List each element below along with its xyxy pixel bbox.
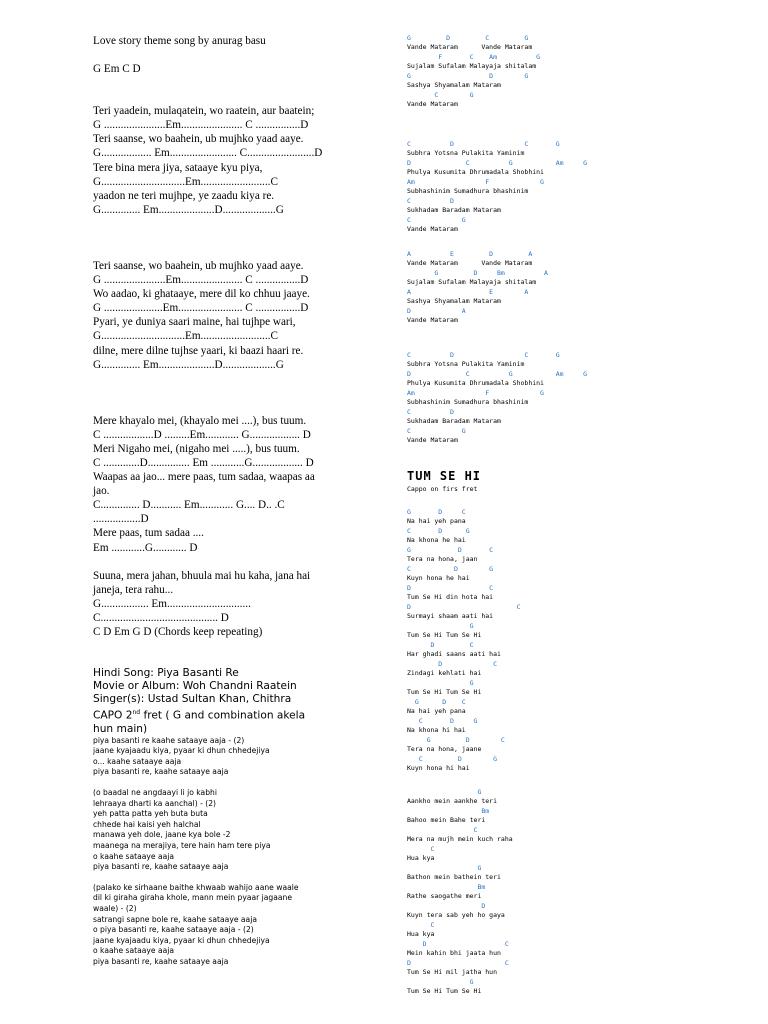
lyric-line: piya basanti re kaahe sataaye aaja - (2) bbox=[93, 735, 245, 745]
lyric-line: Tum Se Hi din hota hai bbox=[407, 593, 494, 601]
lyric-line: Sukhadam Baradam Mataram bbox=[407, 206, 501, 214]
chord-line: D A bbox=[407, 307, 466, 315]
lyric-line: piya basanti re, kaahe sataaye aaja bbox=[93, 767, 229, 777]
lyric-line: C .............D............... Em ............G.................. D bbox=[93, 456, 314, 469]
tum-se-hi-lyrics bbox=[407, 508, 757, 997]
lyric-line: chhede hai kaisi yeh halchal bbox=[93, 819, 201, 829]
lyric-line: piya basanti re, kaahe sataaye aaja bbox=[93, 956, 229, 966]
lyric-line: jaane kyajaadu kiya, pyaar ki dhun chhedejiya bbox=[93, 935, 270, 945]
lyric-line: Tum Se Hi mil jatha hun bbox=[407, 968, 498, 976]
chord-line: D C bbox=[407, 959, 509, 967]
lyric-line: Em ............G............ D bbox=[93, 541, 198, 554]
lyric-line: (palako ke sirhaane baithe khwaab wahijo aane waale bbox=[93, 882, 299, 892]
lyric-line: maanega na merajiya, tere hain ham tere piya bbox=[93, 840, 271, 850]
chord-line: C D bbox=[407, 197, 454, 205]
lyric-line: Vande Mataram bbox=[407, 436, 458, 444]
lyric-line: Vande Mataram bbox=[407, 225, 458, 233]
lyric-line: (o baadal ne angdaayi li jo kabhi bbox=[93, 788, 217, 797]
capo-note: Cappo on firs fret bbox=[407, 485, 478, 493]
lyric-line: yaadon ne teri mujhpe, ye zaadu kiya re. bbox=[93, 189, 275, 202]
lyric-line: Subhra Yotsna Pulakita Yaminim bbox=[407, 149, 525, 157]
chord-line: F C Am G bbox=[407, 53, 541, 61]
lyric-line: Vande Mataram Vande Mataram bbox=[407, 43, 533, 51]
lyric-line: Phulya Kusumita Dhrumadala Shobhini bbox=[407, 379, 544, 387]
lyric-line: yeh patta patta yeh buta buta bbox=[93, 809, 208, 819]
chord-line: D C bbox=[407, 584, 494, 592]
lyric-line: piya basanti re, kaahe sataaye aaja bbox=[93, 862, 229, 872]
lyric-line: Na khona hi hai bbox=[407, 726, 466, 734]
lyric-line: o... kaahe sataaye aaja bbox=[93, 756, 182, 766]
lyric-line: Bahoo mein Bahe teri bbox=[407, 816, 486, 824]
lyric-line: Na khona he hai bbox=[407, 536, 466, 544]
chord-line: G D C bbox=[407, 698, 466, 706]
vande-mataram-section-2 bbox=[407, 140, 757, 235]
chord-line: C G bbox=[407, 427, 466, 435]
lyric-line: G ......................Em...................... C ................D bbox=[93, 274, 309, 287]
tum-se-hi-title: TUM SE HI bbox=[407, 469, 482, 483]
vande-mataram-section-3 bbox=[407, 250, 757, 326]
lyric-line: Mein kahin bhi jaata hun bbox=[407, 949, 501, 957]
lyric-line: Sukhadam Baradam Mataram bbox=[407, 417, 501, 425]
lyric-line: Pyari, ye duniya saari maine, hai tujhpe wari, bbox=[93, 316, 296, 329]
chord-line: D C bbox=[407, 603, 521, 611]
lyric-line: Sujalam Sufalam Malayaja shitalam bbox=[407, 278, 537, 286]
chord-line: G bbox=[407, 679, 474, 687]
chord-line: A E A bbox=[407, 288, 529, 296]
lyric-line: Rathe saogathe meri bbox=[407, 892, 482, 900]
lyric-line: Surmayi shaam aati hai bbox=[407, 612, 494, 620]
chord-line: G bbox=[407, 788, 482, 796]
chord-line: Bm bbox=[407, 807, 490, 815]
chord-summary: G Em C D bbox=[93, 63, 141, 76]
chord-line: G D Bm A bbox=[407, 269, 548, 277]
chord-line: G D C bbox=[407, 546, 494, 554]
left-column bbox=[93, 34, 363, 968]
chord-line: Am F G bbox=[407, 178, 544, 186]
lyric-line: o kaahe sataaye aaja bbox=[93, 851, 175, 861]
lyric-line: manawa yeh dole, jaane kya bole -2 bbox=[93, 830, 231, 840]
heading-line: Hindi Song: Piya Basanti Re bbox=[93, 667, 239, 680]
lyric-line: Bathon mein bathein teri bbox=[407, 873, 501, 881]
lyric-line: Mere khayalo mei, (khayalo mei ....), bus tuum. bbox=[93, 414, 307, 427]
lyric-line: G................. Em.............................. bbox=[93, 597, 251, 610]
chord-line: C D G bbox=[407, 565, 494, 573]
song-title: Love story theme song by anurag basu bbox=[93, 35, 266, 47]
vande-mataram-section-4 bbox=[407, 351, 757, 446]
heading-line: Singer(s): Ustad Sultan Khan, Chithra bbox=[93, 693, 292, 706]
lyric-line: Vande Mataram bbox=[407, 316, 458, 324]
chord-line: G bbox=[407, 864, 482, 872]
chord-line: D C bbox=[407, 660, 498, 668]
lyric-line: Subhashinim Sumadhura bhashinim bbox=[407, 187, 529, 195]
chord-line: C D G bbox=[407, 755, 498, 763]
verse-1 bbox=[93, 104, 363, 217]
lyric-line: Teri saanse, wo baahein, ub mujhko yaad aaye. bbox=[93, 259, 304, 272]
chord-line: C D C G bbox=[407, 140, 560, 148]
hindi-stanza-1 bbox=[93, 736, 363, 778]
lyric-line: o kaahe sataaye aaja bbox=[93, 946, 175, 956]
lyric-line: C.............. D........... Em............ G.... D.. .C bbox=[93, 499, 285, 512]
lyric-line: Subhashinim Sumadhura bhashinim bbox=[407, 398, 529, 406]
lyric-line: Teri saanse, wo baahein, ub mujhko yaad aaye. bbox=[93, 133, 304, 146]
heading-line: Movie or Album: Woh Chandni Raatein bbox=[93, 680, 297, 693]
chord-line: Bm bbox=[407, 883, 486, 891]
lyric-line: Sujalam Sufalam Malayaja shitalam bbox=[407, 62, 537, 70]
lyric-line: Zindagi kehlati hai bbox=[407, 669, 482, 677]
lyric-line: G..............................Em.........................C bbox=[93, 330, 278, 343]
lyric-line: Vande Mataram bbox=[407, 100, 458, 108]
lyric-line: Vande Mataram Vande Mataram bbox=[407, 259, 533, 267]
lyric-line: satrangi sapne bole re, kaahe sataaye aaja bbox=[93, 914, 257, 924]
capo-line: CAPO 2nd fret ( G and combination akela bbox=[93, 709, 306, 722]
spacer bbox=[407, 774, 757, 788]
chord-line: C D bbox=[407, 408, 454, 416]
chord-line: G bbox=[407, 978, 474, 986]
chord-line: A E D A bbox=[407, 250, 533, 258]
chord-line: G D C G bbox=[407, 34, 529, 42]
lyric-line: o piya basanti re, kaahe sataaye aaja - (2) bbox=[93, 925, 254, 935]
lyric-line: G..............................Em.........................C bbox=[93, 175, 278, 188]
lyric-line: C D Em G D (Chords keep repeating) bbox=[93, 626, 263, 638]
lyric-line: G .....................Em....................... C ................D bbox=[93, 302, 309, 315]
chord-line: G bbox=[407, 622, 474, 630]
chord-line: C D G bbox=[407, 527, 470, 535]
lyric-line: Teri yaadein, mulaqatein, wo raatein, aur baatein; bbox=[93, 105, 315, 118]
lyric-line: waale) - (2) bbox=[93, 903, 137, 913]
verse-2 bbox=[93, 259, 363, 372]
chord-line: G D G bbox=[407, 72, 529, 80]
lyric-line: Subhra Yotsna Pulakita Yaminim bbox=[407, 360, 525, 368]
chord-line: C bbox=[407, 826, 478, 834]
lyric-line: Waapas aa jao... mere paas, tum sadaa, waapas aa bbox=[93, 471, 315, 484]
lyric-line: Tera na hona, jaane bbox=[407, 745, 482, 753]
lyric-line: C.......................................... D bbox=[93, 611, 229, 624]
lyric-line: Tum Se Hi Tum Se Hi bbox=[407, 688, 482, 696]
lyric-line: Hua kya bbox=[407, 930, 435, 938]
chord-line: D C G Am G bbox=[407, 370, 588, 378]
chord-line: G D C bbox=[407, 508, 466, 516]
chord-line: C G bbox=[407, 216, 466, 224]
chord-line: C D C G bbox=[407, 351, 560, 359]
hindi-stanza-2 bbox=[93, 788, 363, 873]
capo-line-2: hun main) bbox=[93, 722, 148, 735]
lyric-line: janeja, tera rahu... bbox=[93, 583, 174, 596]
chord-line: C D G bbox=[407, 717, 478, 725]
lyric-line: Kuyn hona he hai bbox=[407, 574, 470, 582]
lyric-line: Sashya Shyamalam Mataram bbox=[407, 297, 501, 305]
chord-line: C bbox=[407, 845, 435, 853]
chord-line: D C bbox=[407, 641, 474, 649]
lyric-line: Na hai yeh pana bbox=[407, 707, 466, 715]
lyric-line: lehraaya dharti ka aanchal) - (2) bbox=[93, 798, 216, 808]
lyric-line: Wo aadao, ki ghataaye, mere dil ko chhuu jaaye. bbox=[93, 288, 310, 301]
lyric-line: Phulya Kusumita Dhrumadala Shobhini bbox=[407, 168, 544, 176]
right-column bbox=[407, 34, 757, 997]
lyric-line: Suuna, mera jahan, bhuula mai hu kaha, jana hai bbox=[93, 569, 311, 582]
chord-line: D C bbox=[407, 940, 509, 948]
lyric-line: Tera na hona, jaan bbox=[407, 555, 478, 563]
lyric-line: Kuyn tera sab yeh ho gaya bbox=[407, 911, 505, 919]
chord-line: C bbox=[407, 921, 435, 929]
lyric-line: Meri Nigaho mei, (nigaho mei .....), bus tuum. bbox=[93, 442, 300, 455]
chord-line: G D C bbox=[407, 736, 505, 744]
lyric-line: dilne, mere dilne tujhse yaari, ki baazi haari re. bbox=[93, 344, 304, 357]
lyric-line: Tum Se Hi Tum Se Hi bbox=[407, 631, 482, 639]
hindi-stanza-3 bbox=[93, 883, 363, 968]
lyric-line: jao. bbox=[93, 485, 110, 498]
chord-line: D bbox=[407, 902, 486, 910]
lyric-line: C ..................D .........Em............ G.................. D bbox=[93, 428, 311, 441]
lyric-line: Mera na mujh mein kuch raha bbox=[407, 835, 513, 843]
chord-line: Am F G bbox=[407, 389, 544, 397]
lyric-line: dil ki giraha giraha khole, mann mein pyaar jagaane bbox=[93, 893, 293, 903]
hindi-song-heading bbox=[93, 667, 363, 736]
lyric-line: Hua kya bbox=[407, 854, 435, 862]
verse-4 bbox=[93, 569, 363, 639]
vande-mataram-section-1 bbox=[407, 34, 757, 110]
lyric-line: Mere paas, tum sadaa .... bbox=[93, 527, 204, 540]
lyric-line: Har ghadi saans aati hai bbox=[407, 650, 501, 658]
lyric-line: Aankho mein aankhe teri bbox=[407, 797, 498, 805]
verse-3 bbox=[93, 414, 363, 555]
lyric-line: Kuyn hona hi hai bbox=[407, 764, 470, 772]
lyric-line: Tere bina mera jiya, sataaye kyu piya, bbox=[93, 161, 263, 174]
chord-line: C G bbox=[407, 91, 474, 99]
lyric-line: G.............. Em....................D...................G bbox=[93, 358, 284, 371]
lyric-line: Sashya Shyamalam Mataram bbox=[407, 81, 501, 89]
chord-line: D C G Am G bbox=[407, 159, 588, 167]
lyric-line: G.................. Em........................ C........................D bbox=[93, 147, 323, 160]
lyric-line: G.............. Em....................D...................G bbox=[93, 203, 284, 216]
lyric-line: jaane kyajaadu kiya, pyaar ki dhun chhedejiya bbox=[93, 746, 270, 756]
lyric-line: Na hai yeh pana bbox=[407, 517, 466, 525]
lyric-line: G ......................Em...................... C ................D bbox=[93, 119, 309, 132]
lyric-line: .................D bbox=[93, 513, 149, 526]
lyric-line: Tum Se Hi Tum Se Hi bbox=[407, 987, 482, 995]
